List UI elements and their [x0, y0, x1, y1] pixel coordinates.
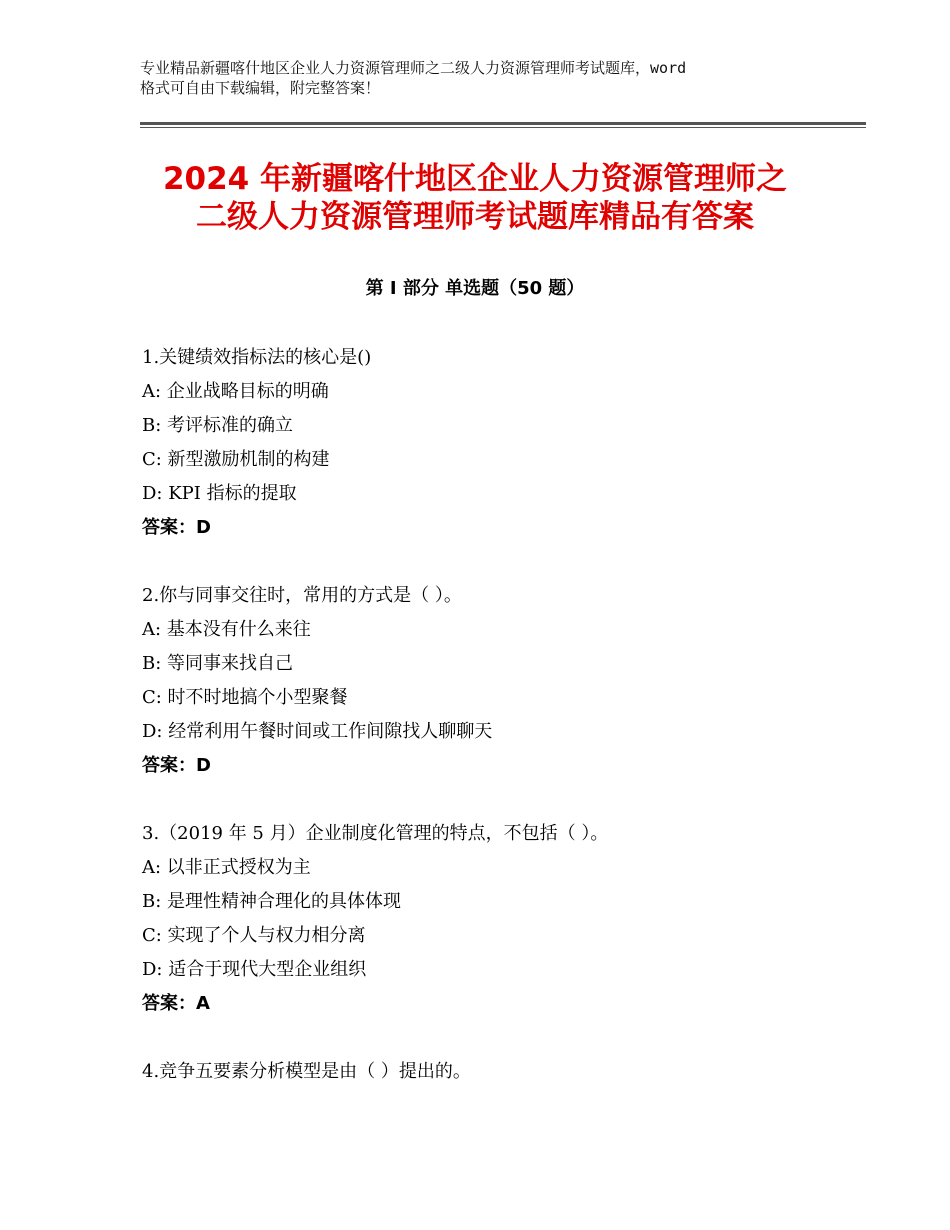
spacer: [142, 786, 862, 820]
option-d: D: KPI 指标的提取: [142, 483, 297, 504]
document-title-line-2: 二级人力资源管理师考试题库精品有答案: [196, 199, 754, 235]
option-a: A: 基本没有什么来往: [142, 619, 311, 640]
option-b: B: 等同事来找自己: [142, 653, 294, 674]
question-stem: 2.你与同事交往时，常用的方式是（ ）。: [142, 585, 462, 606]
header-note-line-2: 格式可自由下载编辑，附完整答案！: [140, 79, 381, 97]
spacer: [142, 548, 862, 582]
document-title: [60, 160, 890, 236]
header-divider-thin: [140, 127, 866, 128]
question-item: [142, 1058, 862, 1092]
answer-key: 答案：D: [142, 517, 211, 538]
section-heading: 第 I 部分 单选题（50 题）: [365, 278, 585, 299]
spacer: [142, 1024, 862, 1058]
question-item: [142, 820, 862, 1024]
answer-key: 答案：A: [142, 993, 210, 1014]
option-d: D: 经常利用午餐时间或工作间隙找人聊聊天: [142, 721, 493, 742]
header-note: [140, 58, 840, 98]
question-item: [142, 344, 862, 548]
option-b: B: 是理性精神合理化的具体体现: [142, 891, 402, 912]
question-stem: 4.竞争五要素分析模型是由（ ）提出的。: [142, 1061, 471, 1082]
question-item: [142, 582, 862, 786]
option-c: C: 时不时地搞个小型聚餐: [142, 687, 348, 708]
question-stem: 1.关键绩效指标法的核心是(): [142, 347, 372, 368]
option-c: C: 实现了个人与权力相分离: [142, 925, 366, 946]
option-a: A: 以非正式授权为主: [142, 857, 311, 878]
document-title-line-1: 2024 年新疆喀什地区企业人力资源管理师之: [162, 161, 788, 197]
option-a: A: 企业战略目标的明确: [142, 381, 329, 402]
option-c: C: 新型激励机制的构建: [142, 449, 330, 470]
question-stem: 3.（2019 年 5 月）企业制度化管理的特点，不包括（ ）。: [142, 823, 609, 844]
answer-key: 答案：D: [142, 755, 211, 776]
header-note-line-1: 专业精品新疆喀什地区企业人力资源管理师之二级人力资源管理师考试题库，word: [140, 59, 687, 77]
option-d: D: 适合于现代大型企业组织: [142, 959, 367, 980]
header-divider-thick: [140, 122, 866, 125]
option-b: B: 考评标准的确立: [142, 415, 294, 436]
question-list: [142, 344, 862, 1092]
